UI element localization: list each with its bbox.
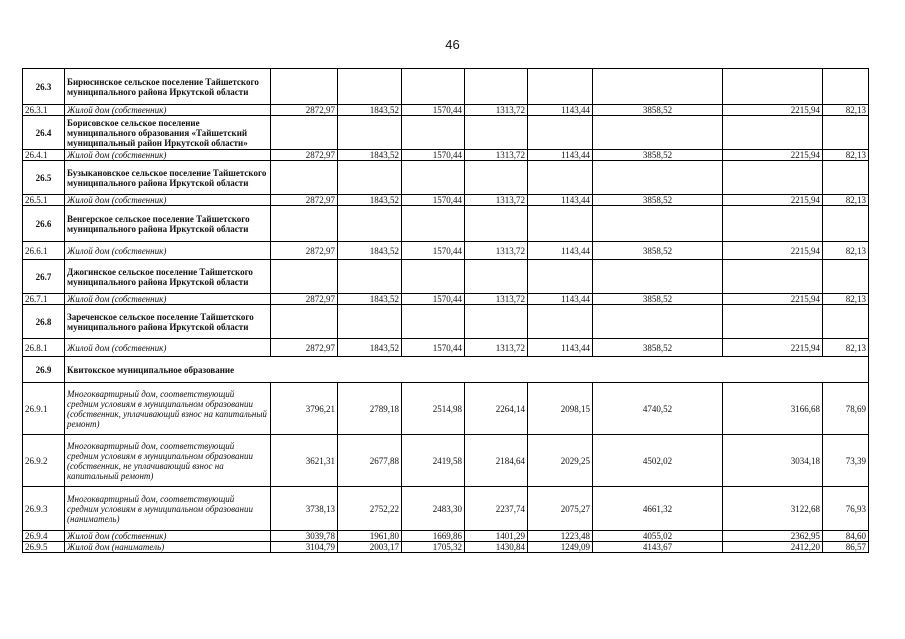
value-cell: 4055,02 — [593, 531, 723, 542]
empty-cell — [723, 206, 823, 242]
empty-cell — [402, 206, 465, 242]
value-cell: 1143,44 — [528, 294, 593, 305]
value-cell: 2677,88 — [338, 435, 402, 487]
value-cell: 2514,98 — [402, 383, 465, 435]
value-cell: 82,13 — [823, 242, 869, 260]
value-cell: 1570,44 — [402, 195, 465, 206]
value-cell: 2872,97 — [271, 242, 338, 260]
empty-cell — [271, 305, 338, 339]
row-number: 26.7.1 — [23, 294, 65, 305]
group-row — [23, 206, 869, 242]
empty-cell — [338, 116, 402, 150]
value-cell: 2003,17 — [338, 542, 402, 553]
value-cell: 2789,18 — [338, 383, 402, 435]
value-cell: 1430,84 — [465, 542, 528, 553]
group-row — [23, 161, 869, 195]
empty-cell — [338, 206, 402, 242]
value-cell: 1843,52 — [338, 195, 402, 206]
value-cell: 2483,30 — [402, 487, 465, 531]
value-cell: 84,60 — [823, 531, 869, 542]
value-cell: 1961,80 — [338, 531, 402, 542]
housing-type: Жилой дом (собственник) — [65, 531, 271, 542]
empty-cell — [593, 206, 723, 242]
value-cell: 82,13 — [823, 294, 869, 305]
housing-type: Многоквартирный дом, соответствующий средним условиям в муниципальном образовании (собственник, не уплачивающий взнос на капитальный ремонт) — [65, 435, 271, 487]
empty-cell — [723, 69, 823, 105]
empty-cell — [823, 161, 869, 195]
value-cell: 73,39 — [823, 435, 869, 487]
value-cell: 4502,02 — [593, 435, 723, 487]
table-row — [23, 435, 869, 487]
group-name: Квитокское муниципальное образование — [65, 357, 869, 383]
value-cell: 2098,15 — [528, 383, 593, 435]
table-row — [23, 339, 869, 357]
value-cell: 1843,52 — [338, 294, 402, 305]
group-name: Венгерское сельское поселение Тайшетского муниципального района Иркутской области — [65, 206, 271, 242]
value-cell: 3621,31 — [271, 435, 338, 487]
value-cell: 1843,52 — [338, 105, 402, 116]
housing-type: Жилой дом (собственник) — [65, 294, 271, 305]
group-name: Джогинское сельское поселение Тайшетского муниципального района Иркутской области — [65, 260, 271, 294]
value-cell: 2362,95 — [723, 531, 823, 542]
table-row — [23, 195, 869, 206]
value-cell: 1313,72 — [465, 195, 528, 206]
table-row — [23, 294, 869, 305]
housing-type: Жилой дом (собственник) — [65, 105, 271, 116]
value-cell: 2264,14 — [465, 383, 528, 435]
value-cell: 3858,52 — [593, 339, 723, 357]
empty-cell — [465, 116, 528, 150]
value-cell: 3166,68 — [723, 383, 823, 435]
empty-cell — [823, 260, 869, 294]
empty-cell — [338, 69, 402, 105]
value-cell: 82,13 — [823, 339, 869, 357]
group-number: 26.5 — [23, 161, 65, 195]
empty-cell — [823, 116, 869, 150]
table-row — [23, 242, 869, 260]
empty-cell — [465, 69, 528, 105]
value-cell: 4661,32 — [593, 487, 723, 531]
value-cell: 1313,72 — [465, 105, 528, 116]
empty-cell — [465, 161, 528, 195]
empty-cell — [528, 161, 593, 195]
value-cell: 1843,52 — [338, 242, 402, 260]
row-number: 26.9.4 — [23, 531, 65, 542]
value-cell: 86,57 — [823, 542, 869, 553]
empty-cell — [338, 260, 402, 294]
group-row — [23, 357, 869, 383]
table-row — [23, 487, 869, 531]
empty-cell — [723, 260, 823, 294]
table-row — [23, 531, 869, 542]
empty-cell — [528, 206, 593, 242]
value-cell: 3738,13 — [271, 487, 338, 531]
empty-cell — [593, 116, 723, 150]
value-cell: 2215,94 — [723, 339, 823, 357]
value-cell: 82,13 — [823, 150, 869, 161]
page-number: 46 — [445, 37, 460, 52]
value-cell: 1705,32 — [402, 542, 465, 553]
row-number: 26.9.1 — [23, 383, 65, 435]
table-row — [23, 383, 869, 435]
value-cell: 1570,44 — [402, 150, 465, 161]
value-cell: 1313,72 — [465, 150, 528, 161]
value-cell: 1143,44 — [528, 242, 593, 260]
value-cell: 3122,68 — [723, 487, 823, 531]
value-cell: 1249,09 — [528, 542, 593, 553]
housing-type: Жилой дом (собственник) — [65, 195, 271, 206]
value-cell: 1313,72 — [465, 339, 528, 357]
table-row — [23, 542, 869, 553]
value-cell: 2872,97 — [271, 195, 338, 206]
group-number: 26.3 — [23, 69, 65, 105]
value-cell: 3796,21 — [271, 383, 338, 435]
empty-cell — [402, 69, 465, 105]
value-cell: 3858,52 — [593, 150, 723, 161]
value-cell: 2872,97 — [271, 105, 338, 116]
value-cell: 76,93 — [823, 487, 869, 531]
table-body — [23, 69, 869, 553]
group-row — [23, 260, 869, 294]
value-cell: 1143,44 — [528, 150, 593, 161]
empty-cell — [465, 206, 528, 242]
value-cell: 2237,74 — [465, 487, 528, 531]
housing-type: Жилой дом (собственник) — [65, 242, 271, 260]
row-number: 26.8.1 — [23, 339, 65, 357]
value-cell: 2752,22 — [338, 487, 402, 531]
empty-cell — [528, 116, 593, 150]
value-cell: 1313,72 — [465, 242, 528, 260]
value-cell: 3034,18 — [723, 435, 823, 487]
value-cell: 4143,67 — [593, 542, 723, 553]
housing-type: Многоквартирный дом, соответствующий средним условиям в муниципальном образовании (наниматель) — [65, 487, 271, 531]
empty-cell — [402, 161, 465, 195]
group-number: 26.8 — [23, 305, 65, 339]
empty-cell — [528, 69, 593, 105]
housing-type: Жилой дом (собственник) — [65, 150, 271, 161]
value-cell: 3858,52 — [593, 195, 723, 206]
group-row — [23, 69, 869, 105]
empty-cell — [271, 206, 338, 242]
value-cell: 1843,52 — [338, 339, 402, 357]
empty-cell — [593, 260, 723, 294]
table-row — [23, 150, 869, 161]
row-number: 26.9.3 — [23, 487, 65, 531]
row-number: 26.5.1 — [23, 195, 65, 206]
value-cell: 1401,29 — [465, 531, 528, 542]
group-number: 26.9 — [23, 357, 65, 383]
value-cell: 1843,52 — [338, 150, 402, 161]
row-number: 26.9.5 — [23, 542, 65, 553]
empty-cell — [338, 305, 402, 339]
value-cell: 1570,44 — [402, 242, 465, 260]
group-number: 26.7 — [23, 260, 65, 294]
row-number: 26.3.1 — [23, 105, 65, 116]
empty-cell — [402, 116, 465, 150]
empty-cell — [593, 305, 723, 339]
value-cell: 2215,94 — [723, 242, 823, 260]
housing-type: Многоквартирный дом, соответствующий средним условиям в муниципальном образовании (собственник, уплачивающий взнос на капитальный ремонт) — [65, 383, 271, 435]
value-cell: 4740,52 — [593, 383, 723, 435]
group-number: 26.4 — [23, 116, 65, 150]
value-cell: 2419,58 — [402, 435, 465, 487]
empty-cell — [723, 161, 823, 195]
row-number: 26.4.1 — [23, 150, 65, 161]
empty-cell — [465, 305, 528, 339]
value-cell: 1570,44 — [402, 339, 465, 357]
value-cell: 1313,72 — [465, 294, 528, 305]
value-cell: 1570,44 — [402, 294, 465, 305]
empty-cell — [528, 260, 593, 294]
group-name: Зареченское сельское поселение Тайшетского муниципального района Иркутской области — [65, 305, 271, 339]
value-cell: 1143,44 — [528, 105, 593, 116]
group-row — [23, 116, 869, 150]
value-cell: 82,13 — [823, 195, 869, 206]
empty-cell — [465, 260, 528, 294]
value-cell: 3104,79 — [271, 542, 338, 553]
value-cell: 2215,94 — [723, 150, 823, 161]
empty-cell — [593, 161, 723, 195]
group-name: Бузыкановское сельское поселение Тайшетского муниципального района Иркутской области — [65, 161, 271, 195]
value-cell: 3858,52 — [593, 105, 723, 116]
group-row — [23, 305, 869, 339]
empty-cell — [823, 69, 869, 105]
group-name: Бирюсинское сельское поселение Тайшетского муниципального района Иркутской области — [65, 69, 271, 105]
value-cell: 2029,25 — [528, 435, 593, 487]
value-cell: 2184,64 — [465, 435, 528, 487]
value-cell: 2872,97 — [271, 339, 338, 357]
housing-type: Жилой дом (собственник) — [65, 339, 271, 357]
value-cell: 2215,94 — [723, 294, 823, 305]
empty-cell — [593, 69, 723, 105]
empty-cell — [271, 161, 338, 195]
value-cell: 1669,86 — [402, 531, 465, 542]
value-cell: 1143,44 — [528, 339, 593, 357]
value-cell: 82,13 — [823, 105, 869, 116]
row-number: 26.9.2 — [23, 435, 65, 487]
value-cell: 2215,94 — [723, 105, 823, 116]
value-cell: 78,69 — [823, 383, 869, 435]
value-cell: 3858,52 — [593, 294, 723, 305]
empty-cell — [271, 116, 338, 150]
empty-cell — [723, 305, 823, 339]
tariff-table — [22, 68, 869, 553]
empty-cell — [271, 69, 338, 105]
value-cell: 2075,27 — [528, 487, 593, 531]
empty-cell — [338, 161, 402, 195]
value-cell: 1223,48 — [528, 531, 593, 542]
value-cell: 2872,97 — [271, 294, 338, 305]
table-row — [23, 105, 869, 116]
empty-cell — [723, 116, 823, 150]
value-cell: 3858,52 — [593, 242, 723, 260]
value-cell: 2872,97 — [271, 150, 338, 161]
value-cell: 2412,20 — [723, 542, 823, 553]
value-cell: 2215,94 — [723, 195, 823, 206]
empty-cell — [528, 305, 593, 339]
value-cell: 3039,78 — [271, 531, 338, 542]
group-number: 26.6 — [23, 206, 65, 242]
empty-cell — [402, 260, 465, 294]
housing-type: Жилой дом (наниматель) — [65, 542, 271, 553]
group-name: Борисовское сельское поселение муниципального образования «Тайшетский муниципальный район Иркутской области» — [65, 116, 271, 150]
empty-cell — [823, 305, 869, 339]
value-cell: 1143,44 — [528, 195, 593, 206]
empty-cell — [823, 206, 869, 242]
empty-cell — [402, 305, 465, 339]
value-cell: 1570,44 — [402, 105, 465, 116]
empty-cell — [271, 260, 338, 294]
row-number: 26.6.1 — [23, 242, 65, 260]
